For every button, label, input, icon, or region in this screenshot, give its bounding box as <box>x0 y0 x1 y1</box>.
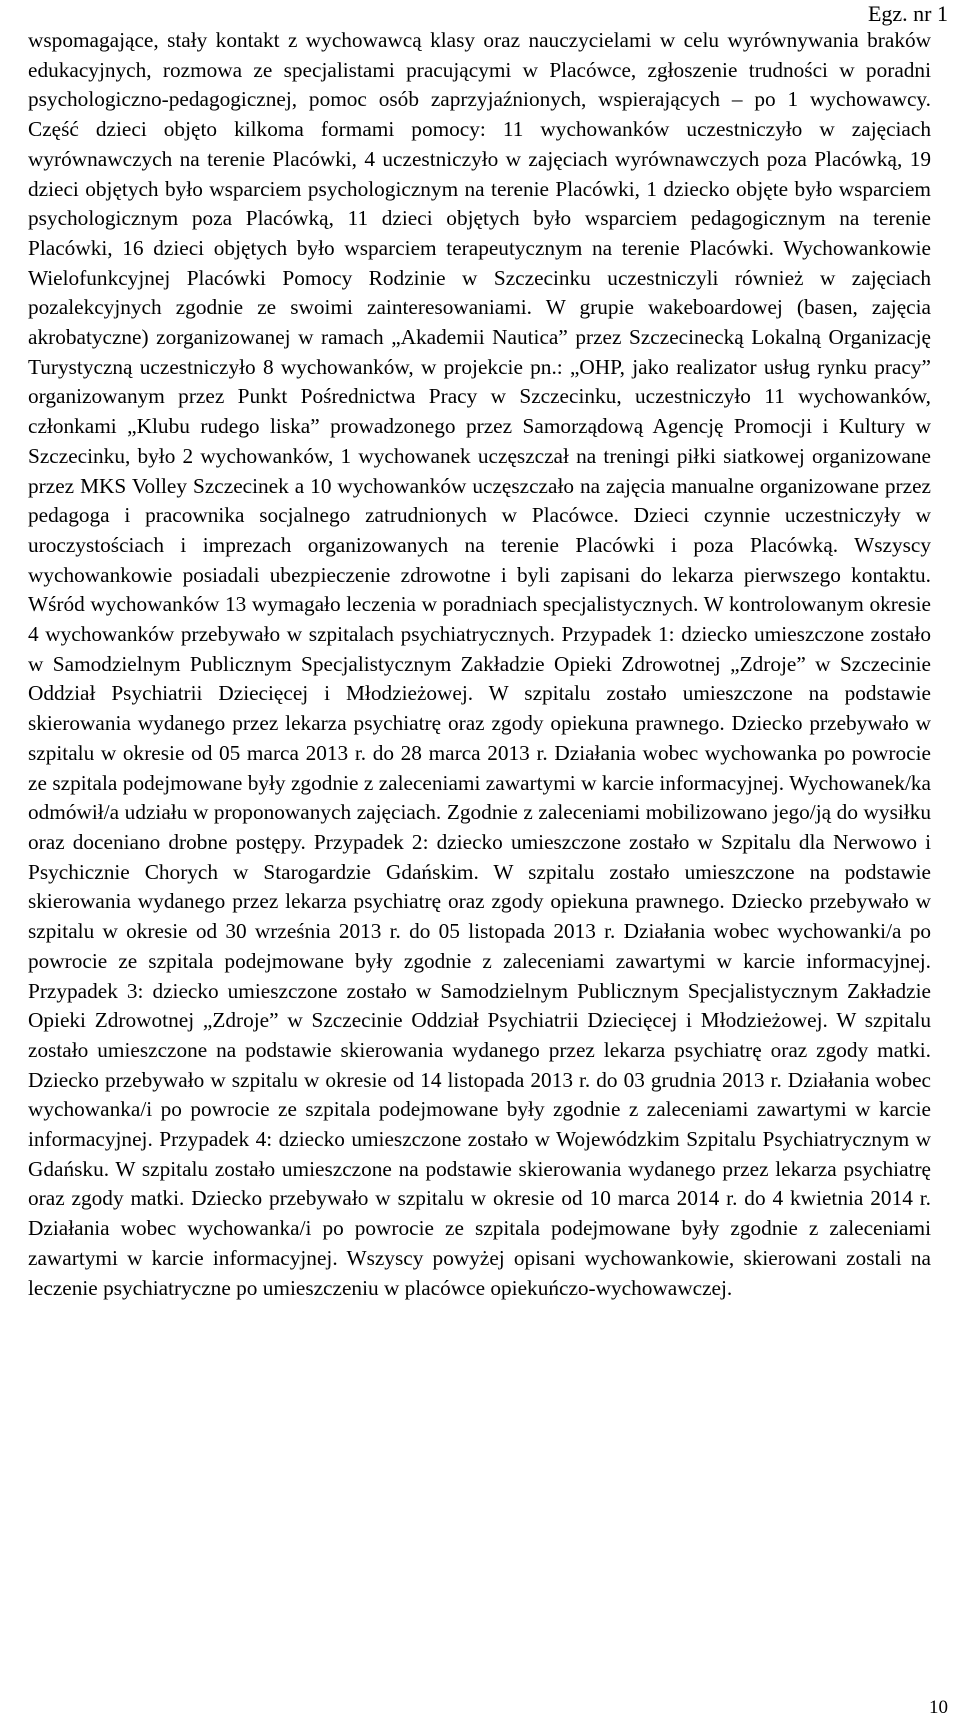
body-paragraph: wspomagające, stały kontakt z wychowawcą klasy oraz nauczycielami w celu wyrównywania braków edukacyjnych, rozmowa ze specjalistami pracującymi w Placówce, zgłoszenie trudności w poradni psychologiczno-pedagogicznej, pomoc osób zaprzyjaźnionych, wspierających – po 1 wychowawcy. Część dzieci objęto kilkoma formami pomocy: 11 wychowanków uczestniczyło w zajęciach wyrównawczych na terenie Placówki, 4 uczestniczyło w zajęciach wyrównawczych poza Placówką, 19 dzieci objętych było wsparciem psychologicznym na terenie Placówki, 1 dziecko objęte było wsparciem psychologicznym poza Placówką, 11 dzieci objętych było wsparciem pedagogicznym na terenie Placówki, 16 dzieci objętych było wsparciem terapeutycznym na terenie Placówki. Wychowankowie Wielofunkcyjnej Placówki Pomocy Rodzinie w Szczecinku uczestniczyli również w zajęciach pozalekcyjnych zgodnie ze swoimi zainteresowaniami. W grupie wakeboardowej (basen, zajęcia akrobatyczne) zorganizowanej w ramach „Akademii Nautica” przez Szczecinecką Lokalną Organizację Turystyczną uczestniczyło 8 wychowanków, w projekcie pn.: „OHP, jako realizator usług rynku pracy” organizowanym przez Punkt Pośrednictwa Pracy w Szczecinku, uczestniczyło 11 wychowanków, członkami „Klubu rudego liska” prowadzonego przez Samorządową Agencję Promocji i Kultury w Szczecinku, było 2 wychowanków, 1 wychowanek uczęszczał na treningi piłki siatkowej organizowane przez MKS Volley Szczecinek a 10 wychowanków uczęszczało na zajęcia manualne organizowane przez pedagoga i pracownika socjalnego zatrudnionych w Placówce. Dzieci czynnie uczestniczyły w uroczystościach i imprezach organizowanych na terenie Placówki i poza Placówką. Wszyscy wychowankowie posiadali ubezpieczenie zdrowotne i byli zapisani do lekarza pierwszego kontaktu. Wśród wychowanków 13 wymagało leczenia w poradniach specjalistycznych. W kontrolowanym okresie 4 wychowanków przebywało w szpitalach psychiatrycznych. Przypadek 1: dziecko umieszczone zostało w Samodzielnym Publicznym Specjalistycznym Zakładzie Opieki Zdrowotnej „Zdroje” w Szczecinie Oddział Psychiatrii Dziecięcej i Młodzieżowej. W szpitalu zostało umieszczone na podstawie skierowania wydanego przez lekarza psychiatrę oraz zgody opiekuna prawnego. Dziecko przebywało w szpitalu w okresie od 05 marca 2013 r. do 28 marca 2013 r. Działania wobec wychowanka po powrocie ze szpitala podejmowane były zgodnie z zaleceniami zawartymi w karcie informacyjnej. Wychowanek/ka odmówił/a udziału w proponowanych zajęciach. Zgodnie z zaleceniami mobilizowano jego/ją do wysiłku oraz doceniano drobne postępy. Przypadek 2: dziecko umieszczone zostało w Szpitalu dla Nerwowo i Psychicznie Chorych w Starogardzie Gdańskim. W szpitalu zostało umieszczone na podstawie skierowania wydanego przez lekarza psychiatrę oraz zgody opiekuna prawnego. Dziecko przebywało w szpitalu w okresie od 30 września 2013 r. do 05 listopada 2013 r. Działania wobec wychowanki/a po powrocie ze szpitala podejmowane były zgodnie z zaleceniami zawartymi w karcie informacyjnej. Przypadek 3: dziecko umieszczone zostało w Samodzielnym Publicznym Specjalistycznym Zakładzie Opieki Zdrowotnej „Zdroje” w Szczecinie Oddział Psychiatrii Dziecięcej i Młodzieżowej. W szpitalu zostało umieszczone na podstawie skierowania wydanego przez lekarza psychiatrę oraz zgody matki. Dziecko przebywało w szpitalu w okresie od 14 listopada 2013 r. do 03 grudnia 2013 r. Działania wobec wychowanka/i po powrocie ze szpitala podejmowane były zgodnie z zaleceniami zawartymi w karcie informacyjnej. Przypadek 4: dziecko umieszczone zostało w Wojewódzkim Szpitalu Psychiatrycznym w Gdańsku. W szpitalu zostało umieszczone na podstawie skierowania wydanego przez lekarza psychiatrę oraz zgody matki. Dziecko przebywało w szpitalu w okresie od 10 marca 2014 r. do 4 kwietnia 2014 r. Działania wobec wychowanka/i po powrocie ze szpitala podejmowane były zgodnie z zaleceniami zawartymi w karcie informacyjnej. Wszyscy powyżej opisani wychowankowie, skierowani zostali na leczenie psychiatryczne po umieszczeniu w placówce opiekuńczo-wychowawczej. <box>28 28 931 1300</box>
copy-number-label: Egz. nr 1 <box>867 1 948 26</box>
page-number: 10 <box>929 1697 948 1718</box>
